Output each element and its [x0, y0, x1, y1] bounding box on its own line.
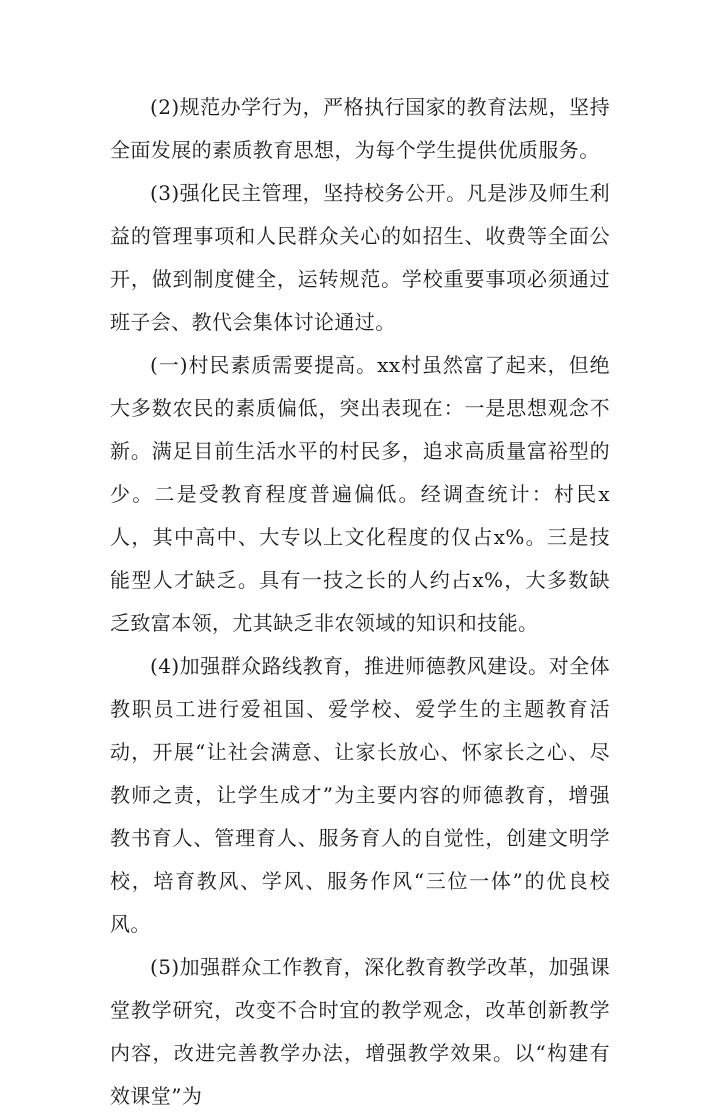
paragraph-teacher-ethics: (4)加强群众路线教育，推进师德教风建设。对全体教职员工进行爱祖国、爱学校、爱学生的主题教育活动，开展“让社会满意、让家长放心、怀家长之心、尽教师之责，让学生成才”为主要内容的师德教育，增强教书育人、管理育人、服务育人的自觉性，创建文明学校，培育教风、学风、服务作风“三位一体”的优良校风。: [110, 654, 610, 936]
paragraph-standardize-schooling: (2)规范办学行为，严格执行国家的教育法规，坚持全面发展的素质教育思想，为每个学生提供优质服务。: [110, 95, 610, 162]
paragraph-democratic-management: (3)强化民主管理，坚持校务公开。凡是涉及师生利益的管理事项和人民群众关心的如招生、收费等全面公开，做到制度健全，运转规范。学校重要事项必须通过班子会、教代会集体讨论通过。: [110, 181, 610, 334]
paragraph-teaching-reform: (5)加强群众工作教育，深化教育教学改革，加强课堂教学研究，改变不合时宜的教学观念，改革创新教学内容，改进完善教学办法，增强教学效果。以“构建有效课堂”为: [110, 955, 610, 1108]
paragraph-villager-quality: (一)村民素质需要提高。xx村虽然富了起来，但绝大多数农民的素质偏低，突出表现在：一是思想观念不新。满足目前生活水平的村民多，追求高质量富裕型的少。二是受教育程度普遍偏低。经调查统计：村民x人，其中高中、大专以上文化程度的仅占x%。三是技能型人才缺乏。具有一技之长的人约占x%，大多数缺乏致富本领，尤其缺乏非农领域的知识和技能。: [110, 353, 610, 635]
document-body: [110, 86, 610, 1118]
